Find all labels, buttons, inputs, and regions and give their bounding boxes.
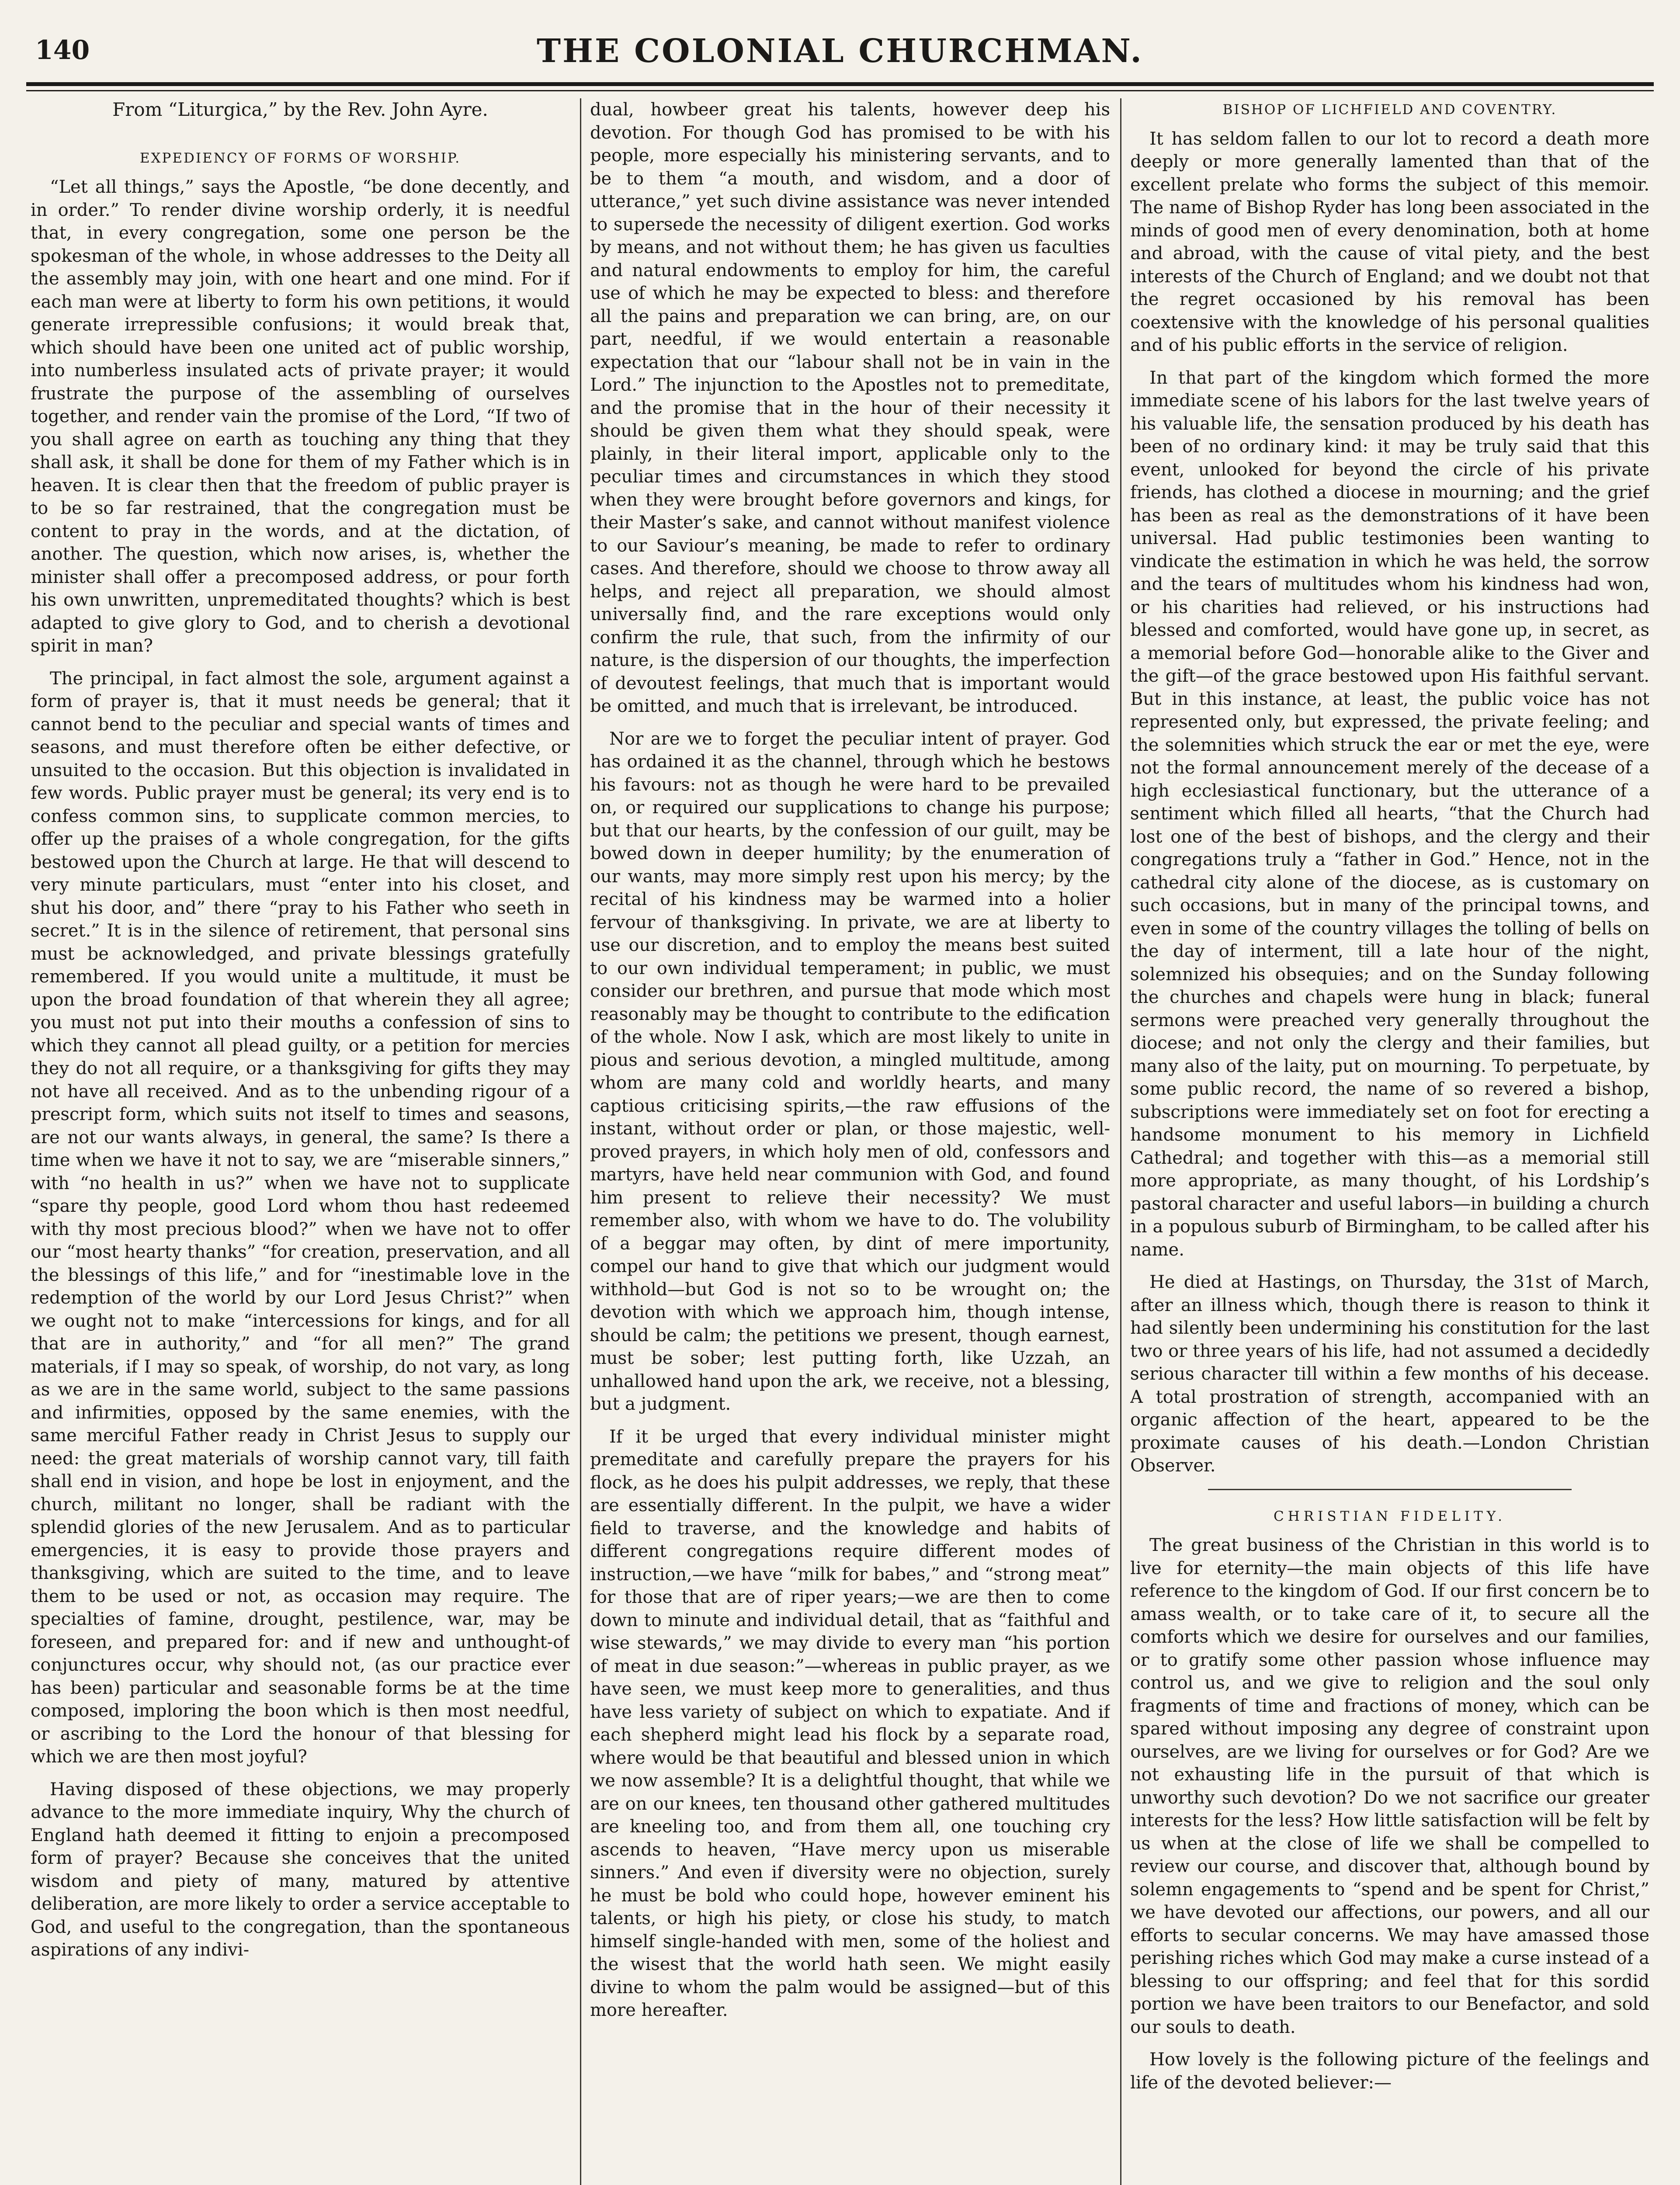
section-rule [1208, 1489, 1572, 1490]
column-divider [1120, 98, 1121, 2185]
article-paragraph: The great business of the Christian in this world is to live for eternity—the main objects of this life have reference to the kingdom of God. If our first concern be to amass wealth, or to take care of it, to secure all the comforts which we desire for ourselves and our families, or to gratify some other passion whose influence may control us, and we give to religion and the soul only fragments of time and fractions of money, which can be spared without imposing any degree of constraint upon ourselves, are we living for ourselves or for God? Are we not exhausting life in the pursuit of that which is unworthy such devotion? Do we not sacrifice our greater interests for the less? How little satisfaction will be felt by us when at the close of life we shall be compelled to review our course, and discover that, although bound by solemn engagements to “spend and be spent for Christ,” we have devoted our affections, our powers, and all our efforts to secular concerns. We may have amassed those perishing riches which God may make a curse instead of a blessing to our offspring; and feel that for this sordid portion we have been traitors to our Benefactor, and sold our souls to death. [1130, 1535, 1649, 2037]
article-byline: From “Liturgica,” by the Rev. John Ayre. [112, 99, 488, 120]
article-headline-bishop: BISHOP OF LICHFIELD AND COVENTRY. [1222, 102, 1557, 118]
article-headline-christian-fidelity: CHRISTIAN FIDELITY. [1274, 1508, 1506, 1524]
page-header [26, 26, 1654, 79]
newspaper-masthead: THE COLONIAL CHURCHMAN. [536, 32, 1144, 70]
header-rule-thick [26, 82, 1654, 86]
column-1 [31, 98, 570, 2178]
article-paragraph: “Let all things,” says the Apostle, “be done decently, and in order.” To render divine worship orderly, it is needful that, in every congregation, some one person be the spokesman of the whole, in whose addresses to the Deity all the assembly may join, with one heart and one mind. For if each man were at liberty to form his own petitions, it would generate irrepressible confusions; it would break that, which should have been one united act of public worship, into numberless insulated acts of private prayer; it would frustrate the purpose of the assembling of ourselves together, and render vain the promise of the Lord, “If two of you shall agree on earth as touching any thing that they shall ask, it shall be done for them of my Father which is in heaven. It is clear then that the freedom of public prayer is to be so far restrained, that the congregation must be content to pray in the words, and at the dictation, of another. The question, which now arises, is, whether the minister shall offer a precomposed address, or pour forth his own unwritten, unpremeditated thoughts? which is best adapted to give glory to God, and to cherish a devotional spirit in man? [31, 177, 570, 656]
article-paragraph: Having disposed of these objections, we may properly advance to the more immediate inquiry, Why the church of England hath deemed it fitting to enjoin a precomposed form of prayer? Because she conceives that the united wisdom and piety of many, matured by attentive deliberation, are more likely to order a service acceptable to God, and useful to the congregation, than the spontaneous aspirations of any indivi- [31, 1779, 570, 1960]
column-2 [590, 98, 1110, 2178]
article-paragraph: If it be urged that every individual minister might premeditate and carefully prepare the prayers for his flock, as he does his pulpit addresses, we reply, that these are essentially different. In the pulpit, we have a wider field to traverse, and the knowledge and habits of different congregations require different modes of instruction,—we have “milk for babes,” and “strong meat” for those that are of riper years;—we are then to come down to minute and individual detail, that as “faithful and wise stewards,” we may divide to every man “his portion of meat in due season:”—whereas in public prayer, as we have seen, we must keep more to generalities, and thus have less variety of subject on which to expatiate. And if each shepherd might lead his flock by a separate road, where would be that beautiful and blessed union in which we now assemble? It is a delightful thought, that while we are on our knees, ten thousand other gathered multitudes are kneeling too, and from them all, one touching cry ascends to heaven, “Have mercy upon us miserable sinners.” And even if diversity were no objection, surely he must be bold who could hope, however eminent his talents, or high his piety, or close his study, to match himself single-handed with men, some of the holiest and the wisest that the world hath seen. We might easily divine to whom the palm would be assigned—but of this more hereafter. [590, 1426, 1110, 2020]
article-paragraph: In that part of the kingdom which formed the more immediate scene of his labors for the last twelve years of his valuable life, the sensation produced by his death has been of no ordinary kind: it may be truly said that this event, unlooked for beyond the circle of his private friends, has clothed a diocese in mourning; and the grief has been as real as the demonstrations of it have been universal. Had public testimonies been wanting to vindicate the estimation in which he was held, the sorrow and the tears of multitudes whom his kindness had won, or his charities had relieved, or his instructions had blessed and comforted, would have gone up, in secret, as a memorial before God—honorable alike to the Giver and the gift—of the grace bestowed upon His faithful servant. But in this instance, at least, the public voice has not represented only, but expressed, the private feeling; and the solemnities which struck the ear or met the eye, were not the formal announcement merely of the decease of a high ecclesiastical functionary, but the utterance of a sentiment which filled all hearts, “that the Church had lost one of the best of bishops, and the clergy and their congregations truly a “father in God.” Hence, not in the cathedral city alone of the diocese, as is customary on such occasions, but in many of the principal towns, and even in some of the country villages the tolling of bells on the day of interment, till a late hour of the night, solemnized his obsequies; and on the Sunday following the churches and chapels were hung in black; funeral sermons were preached very generally throughout the diocese; and not only the clergy and their families, but many also of the laity, put on mourning. To perpetuate, by some public record, the name of so revered a bishop, subscriptions were immediately set on foot for erecting a handsome monument to his memory in Lichfield Cathedral; and together with this—as a memorial still more appropriate, as many thought, of his Lordship’s pastoral character and useful labors—in building a church in a populous suburb of Birmingham, to be called after his name. [1130, 368, 1649, 1260]
article-headline-forms-of-worship: EXPEDIENCY OF FORMS OF WORSHIP. [139, 150, 461, 166]
article-paragraph: Nor are we to forget the peculiar intent of prayer. God has ordained it as the channel, through which he bestows his favours: not as though he were hard to be prevailed on, or required our supplications to change his purpose; but that our hearts, by the confession of our guilt, may be bowed down in deeper humility; by the enumeration of our wants, may more simply rest upon his mercy; by the recital of his kindness may be warmed into a holier fervour of thanksgiving. In private, we are at liberty to use our discretion, and to employ the means best suited to our own individual temperament; in public, we must consider our brethren, and pursue that mode which most reasonably may be thought to contribute to the edification of the whole. Now I ask, which are most likely to unite in pious and serious devotion, a mingled multitude, among whom are many cold and worldly hearts, and many captious criticising spirits,—the raw effusions of the instant, without order or plan, or those majestic, well-proved prayers, in which holy men of old, confessors and martyrs, have held near communion with God, and found him present to relieve their necessity? We must remember also, with whom we have to do. The volubility of a beggar may often, by dint of mere importunity, compel our hand to give that which our judgment would withhold—but God is not so to be wrought on; the devotion with which we approach him, though intense, should be calm; the petitions we present, though earnest, must be sober; lest putting forth, like Uzzah, an unhallowed hand upon the ark, we receive, not a blessing, but a judgment. [590, 728, 1110, 1414]
page-number: 140 [35, 35, 90, 66]
article-paragraph: It has seldom fallen to our lot to record a death more deeply or more generally lamented than that of the excellent prelate who forms the subject of this memoir. The name of Bishop Ryder has long been associated in the minds of good men of every denomination, both at home and abroad, with the cause of vital piety, and the best interests of the Church of England; and we doubt not that the regret occasioned by his removal has been coextensive with the knowledge of his personal qualities and of his public efforts in the service of religion. [1130, 128, 1649, 355]
header-rule-thin [26, 90, 1654, 91]
article-paragraph: How lovely is the following picture of the feelings and life of the devoted believer:— [1130, 2050, 1649, 2093]
column-divider [580, 98, 581, 2185]
article-paragraph: The principal, in fact almost the sole, argument against a form of prayer is, that it must needs be general; that it cannot bend to the peculiar and special wants of times and seasons, and must therefore often be either defective, or unsuited to the occasion. But this objection is invalidated in few words. Public prayer must be general; its very end is to confess common sins, to supplicate common mercies, to offer up the praises of a whole congregation, for the gifts bestowed upon the Church at large. He that will descend to very minute particulars, must “enter into his closet, and shut his door, and” there “pray to his Father who seeth in secret.” It is in the silence of retirement, that personal sins must be acknowledged, and private blessings gratefully remembered. If you would unite a multitude, it must be upon the broad foundation of that wherein they all agree; you must not put into their mouths a confession of sins to which they cannot all plead guilty, or a petition for mercies they do not all require, or a thanksgiving for gifts they may not have all received. And as to the unbending rigour of a prescript form, which suits not itself to times and seasons, are not our wants always, in general, the same? Is there a time when we have it not to say, we are “miserable sinners,” with “no health in us?” when we have not to supplicate “spare thy people, good Lord whom thou hast redeemed with thy most precious blood?” when we have not to offer our “most hearty thanks” “for creation, preservation, and all the blessings of this life,” and for “inestimable love in the redemption of the world by our Lord Jesus Christ?” when we ought not to make “intercessions for kings, and for all that are in authority,” and “for all men?” The grand materials, if I may so speak, of worship, do not vary, as long as we are in the same world, subject to the same passions and infirmities, opposed by the same enemies, with the same merciful Father ready in Christ Jesus to supply our need: the great materials of worship cannot vary, till faith shall end in vision, and hope be lost in enjoyment, and the church, militant no longer, shall be radiant with the splendid glories of the new Jerusalem. And as to particular emergencies, it is easy to provide those prayers and thanksgiving, which are suited to the time, and to leave them to be used or not, as occasion may require. The specialties of famine, drought, pestilence, war, may be foreseen, and prepared for: and if new and unthought-of conjunctures occur, why should not, (as our practice ever has been) particular and seasonable forms be at the time composed, imploring the boon which is then most needful, or ascribing to the Lord the honour of that blessing for which we are then most joyful? [31, 668, 570, 1767]
article-paragraph: He died at Hastings, on Thursday, the 31st of March, after an illness which, though there is reason to think it had silently been undermining his constitution for the last two or three years of his life, had not assumed a decidedly serious character till within a few months of his decease. A total prostration of strength, accompanied with an organic affection of the heart, appeared to be the proximate causes of his death.—London Christian Observer. [1130, 1272, 1649, 1476]
article-paragraph: dual, howbeer great his talents, however deep his devotion. For though God has promised to be with his people, more especially his ministering servants, and to be to them “a mouth, and wisdom, and a door of utterance,” yet such divine assistance was never intended to supersede the necessity of diligent exertion. God works by means, and not without them; he has given us faculties and natural endowments to employ for him, the careful use of which he may be expected to bless: and therefore all the pains and preparation we can bring, are, on our part, needful, if we would entertain a reasonable expectation that our “labour shall not be in vain in the Lord.” The injunction to the Apostles not to premeditate, and the promise that in the hour of their necessity it should be given them what they should speak, were plainly, in their literal import, applicable only to the peculiar times and circumstances in which they stood when they were brought before governors and kings, for their Master’s sake, and cannot without manifest violence to our Saviour’s meaning, be made to refer to ordinary cases. And therefore, should we choose to throw away all helps, and reject all preparation, we should almost universally find, and the rare exceptions would only confirm the rule, that such, from the infirmity of our nature, is the dispersion of our thoughts, the imperfection of devoutest feelings, that much that is important would be omitted, and much that is irrelevant, be introduced. [590, 100, 1110, 716]
column-3 [1130, 98, 1649, 2178]
